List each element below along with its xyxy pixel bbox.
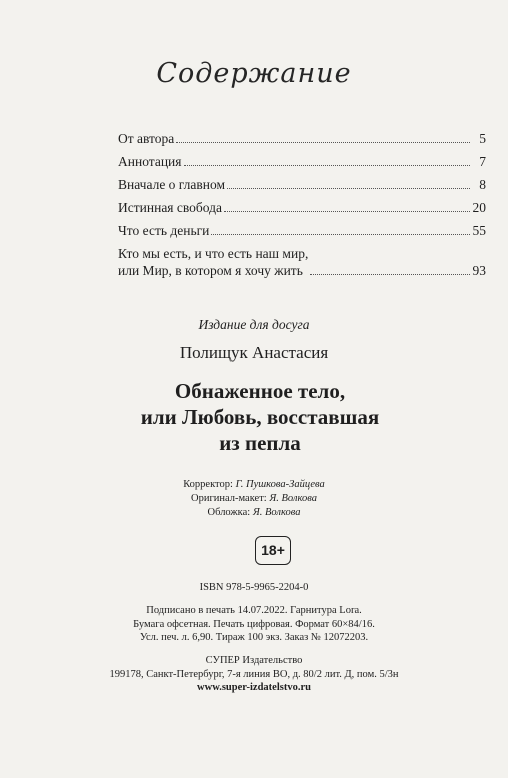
- credit-role: Обложка:: [207, 507, 251, 518]
- age-rating-badge: 18+: [255, 536, 291, 565]
- toc-item-label: Что есть деньги: [118, 223, 210, 238]
- toc-item-label: Истинная свобода: [118, 200, 223, 215]
- author-name: Полищук Анастасия: [179, 343, 329, 362]
- book-title: Обнаженное тело, или Любовь, восставшая из пепла: [140, 379, 380, 455]
- print-info-line: Бумага офсетная. Печать цифровая. Формат 60×84/16.: [133, 618, 375, 630]
- credit-role: Корректор:: [183, 479, 233, 490]
- toc-leader-dots: [211, 234, 470, 235]
- toc-item-page: 55: [472, 223, 486, 238]
- publisher-url: www.super-izdatelstvo.ru: [197, 682, 311, 693]
- credit-role: Оригинал-макет:: [191, 493, 267, 504]
- credit-row: [0, 492, 508, 506]
- credit-row: [0, 478, 508, 492]
- publisher-name: СУПЕР Издательство: [205, 655, 303, 666]
- credit-row: [0, 506, 508, 520]
- credits: [0, 478, 508, 520]
- toc-item-page: 93: [472, 263, 486, 278]
- toc-item-label: Аннотация: [118, 154, 182, 169]
- toc-item-page: 8: [479, 177, 486, 192]
- toc-item-page: 5: [479, 131, 486, 146]
- toc-item: [118, 199, 486, 216]
- isbn: ISBN 978-5-9965-2204-0: [199, 582, 309, 593]
- credit-name: Я. Волкова: [269, 493, 317, 504]
- toc-item-label: Кто мы есть, и что есть наш мир, или Мир, в котором я хочу жить: [118, 246, 309, 278]
- toc-leader-dots: [310, 274, 470, 275]
- toc-item-page: 20: [472, 200, 486, 215]
- table-of-contents: [118, 130, 486, 285]
- toc-item: [118, 153, 486, 170]
- toc-leader-dots: [176, 142, 470, 143]
- toc-leader-dots: [184, 165, 471, 166]
- toc-item: [118, 222, 486, 239]
- toc-item: [118, 130, 486, 147]
- toc-item-label: От автора: [118, 131, 175, 146]
- toc-heading: Содержание: [156, 58, 352, 89]
- publisher-address: 199178, Санкт-Петербург, 7-я линия ВО, д. 80/2 лит. Д, пом. 5/3н: [109, 668, 399, 680]
- toc-item-label: Вначале о главном: [118, 177, 226, 192]
- toc-item: [118, 245, 486, 279]
- print-info-line: Усл. печ. л. 6,90. Тираж 100 экз. Заказ № 12072203.: [139, 632, 369, 643]
- print-info: [0, 604, 508, 645]
- toc-leader-dots: [224, 211, 470, 212]
- credit-name: Я. Волкова: [252, 507, 301, 518]
- toc-item-page: 7: [479, 154, 486, 169]
- toc-leader-dots: [227, 188, 470, 189]
- edition-type: Издание для досуга: [198, 317, 310, 332]
- toc-item: [118, 176, 486, 193]
- publisher: [0, 654, 508, 695]
- credit-name: Г. Пушкова-Зайцева: [235, 479, 325, 490]
- print-info-line: Подписано в печать 14.07.2022. Гарнитура Lora.: [146, 605, 362, 616]
